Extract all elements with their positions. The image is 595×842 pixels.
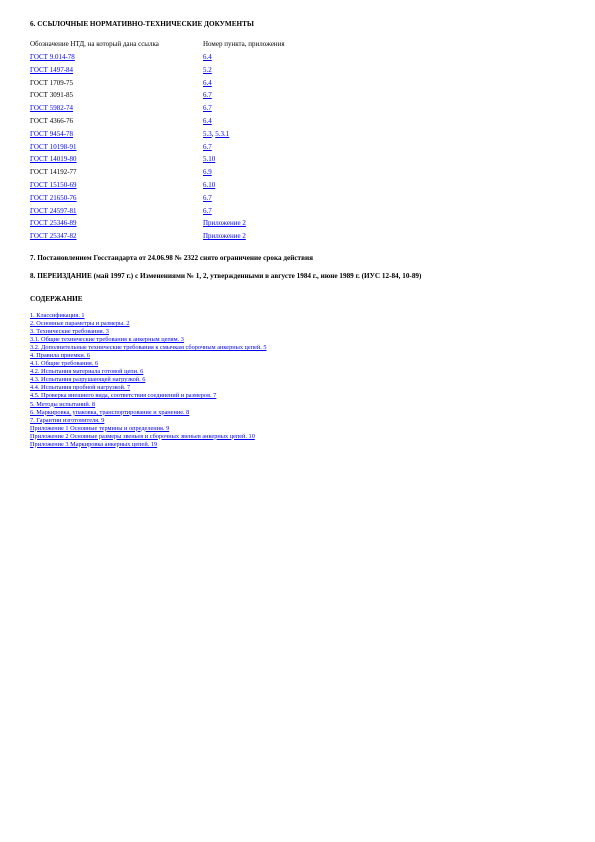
toc-link[interactable]: 3. Технические требования. 3 (30, 328, 109, 336)
clause-references (203, 168, 212, 176)
toc-link[interactable]: 4.2. Испытания материала готовой цепи. 6 (30, 368, 144, 376)
toc-item (30, 344, 267, 352)
toc-item (30, 376, 267, 384)
clause-link[interactable]: 6.4 (203, 78, 212, 87)
clause-references (203, 79, 212, 87)
toc-item (30, 441, 267, 449)
clause-references (203, 207, 212, 215)
section-7-text: 7. Постановлением Госстандарта от 24.06.98 № 2322 снято ограничение срока действия (30, 254, 313, 262)
toc-link[interactable]: 3.2. Дополнительные технические требования к смычкам сборочным анкерных цепей. 5 (30, 344, 267, 352)
document-link[interactable]: ГОСТ 5982-74 (30, 104, 74, 113)
clause-link[interactable]: Приложение 2 (203, 219, 246, 228)
clause-link[interactable]: 6.9 (203, 168, 212, 177)
clause-references (203, 143, 212, 151)
toc-item (30, 433, 267, 441)
toc-link[interactable]: Приложение 1 Основные термины и определения. 9 (30, 424, 170, 432)
clause-references: 5.3, 5.3.1 (203, 129, 230, 138)
clause-link[interactable]: 5.2 (203, 65, 212, 74)
toc-item (30, 384, 267, 392)
clause-link[interactable]: 6.7 (203, 104, 212, 113)
toc-item (30, 409, 267, 417)
clause-references (203, 117, 212, 125)
toc-item (30, 401, 267, 409)
document-link[interactable]: ГОСТ 15150-69 (30, 180, 77, 189)
toc-item (30, 425, 267, 433)
document-designation: ГОСТ 3091-85 (30, 91, 74, 100)
toc-link[interactable]: Приложение 2 Основные размеры звеньев и сборочных звеньев анкерных цепей. 10 (30, 432, 255, 440)
document-link[interactable]: ГОСТ 1497-84 (30, 65, 74, 74)
document-designation: ГОСТ 14192-77 (30, 168, 77, 177)
document-link[interactable]: ГОСТ 21650-76 (30, 193, 77, 202)
toc-link[interactable]: 4. Правила приемки. 6 (30, 352, 91, 360)
clause-link[interactable]: 6.7 (203, 193, 212, 202)
toc-item (30, 360, 267, 368)
document-link[interactable]: ГОСТ 25346-89 (30, 219, 77, 228)
document-link[interactable]: ГОСТ 25347-82 (30, 232, 77, 241)
section-6-title: 6. ССЫЛОЧНЫЕ НОРМАТИВНО-ТЕХНИЧЕСКИЕ ДОКУМЕНТЫ (30, 20, 254, 28)
clause-references (203, 194, 212, 202)
toc-link[interactable]: Приложение 3 Маркировка анкерных цепей. 19 (30, 440, 158, 448)
clause-link[interactable]: 5.3 (203, 129, 212, 138)
toc-link[interactable]: 1. Классификация. 1 (30, 312, 85, 319)
clause-references (203, 155, 215, 163)
clause-link[interactable]: 6.10 (203, 180, 216, 189)
toc-item (30, 320, 267, 328)
clause-link[interactable]: 6.4 (203, 116, 212, 125)
toc-link[interactable]: 3.1. Общие технические требования к анкерным цепям. 3 (30, 336, 184, 344)
document-link[interactable]: ГОСТ 24597-81 (30, 206, 77, 215)
toc-link[interactable]: 7. Гарантии изготовителя. 9 (30, 416, 105, 424)
toc-link[interactable]: 4.4. Испытания пробной нагрузкой. 7 (30, 384, 131, 392)
table-of-contents (30, 312, 267, 449)
clause-link[interactable]: 5.3.1 (215, 129, 230, 138)
document-link[interactable]: ГОСТ 14019-80 (30, 155, 77, 164)
document-link[interactable]: ГОСТ 9454-78 (30, 129, 74, 138)
clause-link[interactable]: 6.7 (203, 142, 212, 151)
header-clause-number: Номер пункта, приложения (203, 40, 285, 48)
clause-link[interactable]: 5.10 (203, 155, 216, 164)
clause-references (203, 181, 215, 189)
toc-item (30, 368, 267, 376)
toc-link[interactable]: 5. Методы испытаний. 8 (30, 400, 96, 408)
toc-item (30, 312, 267, 320)
toc-item (30, 352, 267, 360)
clause-references (203, 104, 212, 112)
toc-link[interactable]: 4.5. Проверка внешнего вида, соответствия соединений и размеров. 7 (30, 392, 217, 400)
toc-title: СОДЕРЖАНИЕ (30, 295, 83, 303)
clause-references (203, 232, 246, 240)
document-designation: ГОСТ 4366-76 (30, 116, 74, 125)
clause-link[interactable]: 6.7 (203, 91, 212, 100)
clause-link[interactable]: Приложение 2 (203, 232, 246, 241)
toc-item (30, 417, 267, 425)
toc-link[interactable]: 2. Основные параметры и размеры. 2 (30, 320, 130, 328)
toc-link[interactable]: 4.1. Общие требования. 6 (30, 360, 99, 368)
document-link[interactable]: ГОСТ 9.014-78 (30, 53, 75, 61)
clause-link[interactable]: 6.4 (203, 53, 212, 61)
toc-item (30, 328, 267, 336)
clause-references (203, 66, 212, 74)
toc-item (30, 392, 267, 400)
clause-references (203, 91, 212, 99)
clause-link[interactable]: 6.7 (203, 206, 212, 215)
clause-references (203, 53, 212, 61)
toc-item (30, 336, 267, 344)
document-link[interactable]: ГОСТ 10198-91 (30, 142, 77, 151)
toc-link[interactable]: 6. Маркировка, упаковка, транспортирование и хранение. 8 (30, 408, 190, 416)
section-8-text: 8. ПЕРЕИЗДАНИЕ (май 1997 г.) с Изменениями № 1, 2, утвержденными в августе 1984 г., июне 1989 г. (ИУС 12-84, 10-89) (30, 272, 422, 280)
toc-link[interactable]: 4.3. Испытания разрушающей нагрузкой. 6 (30, 376, 146, 384)
clause-references (203, 219, 246, 227)
document-designation: ГОСТ 1709-75 (30, 78, 74, 87)
header-document-designation: Обозначение НТД, на который дана ссылка (30, 40, 159, 48)
